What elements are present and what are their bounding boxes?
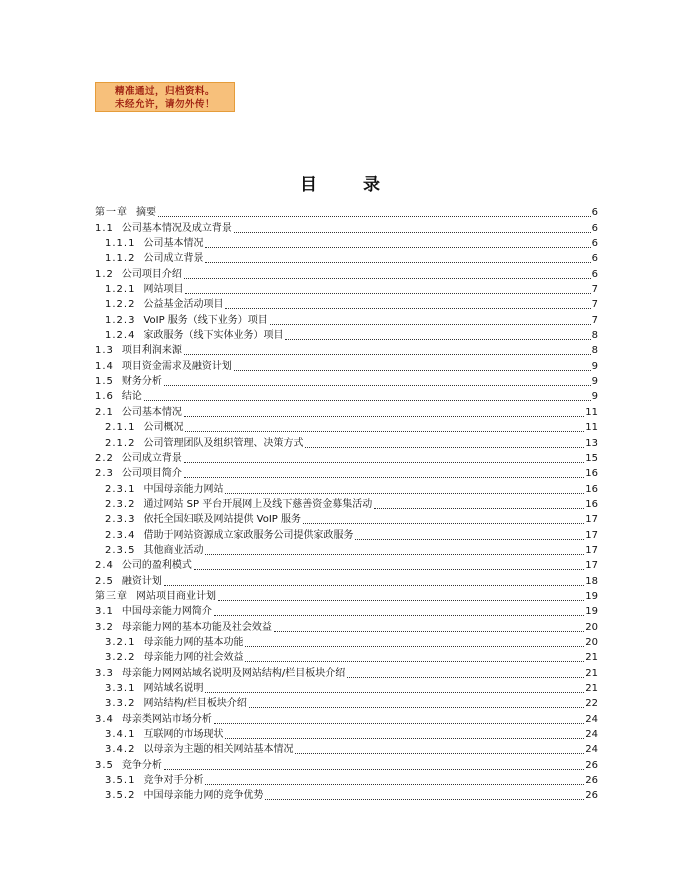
toc-entry-title: 以母亲为主题的相关网站基本情况 — [143, 744, 294, 756]
toc-entry-number: 2.1.1 — [105, 422, 136, 434]
toc-leader-dots — [205, 261, 590, 263]
toc-entry-page: 21 — [585, 652, 598, 664]
toc-entry-title: 中国母亲能力网的竞争优势 — [143, 790, 264, 802]
toc-entry[interactable] — [95, 281, 598, 296]
toc-leader-dots — [347, 676, 584, 678]
toc-entry-number: 1.6 — [95, 391, 114, 403]
toc-entry[interactable] — [95, 542, 598, 557]
toc-entry-number: 3.2.1 — [105, 636, 136, 648]
toc-entry-number: 1.1.2 — [105, 253, 136, 265]
toc-entry-number: 3.2 — [95, 621, 114, 633]
toc-entry[interactable] — [95, 664, 598, 679]
toc-entry-page: 15 — [585, 452, 598, 464]
toc-leader-dots — [295, 752, 584, 754]
toc-entry-number: 2.1.2 — [105, 437, 136, 449]
toc-entry-number: 1.3 — [95, 345, 114, 357]
toc-title: 目 录 — [300, 175, 400, 195]
toc-entry-number: 1.2.4 — [105, 330, 136, 342]
toc-leader-dots — [164, 584, 584, 586]
toc-leader-dots — [184, 461, 584, 463]
toc-entry-number: 3.2.2 — [105, 652, 136, 664]
toc-leader-dots — [225, 492, 584, 494]
toc-leader-dots — [374, 507, 584, 509]
toc-entry-number: 3.3.2 — [105, 698, 136, 710]
toc-leader-dots — [205, 691, 584, 693]
toc-entry-page: 20 — [585, 636, 598, 648]
toc-entry-title: 其他商业活动 — [143, 544, 204, 556]
toc-entry-page: 6 — [591, 207, 598, 219]
toc-entry[interactable] — [95, 419, 598, 434]
toc-entry-number: 3.4 — [95, 713, 114, 725]
toc-entry-title: 融资计划 — [121, 575, 162, 587]
stamp-line-2: 未经允许，请勿外传！ — [114, 99, 215, 110]
toc-entry-title: 公益基金活动项目 — [143, 299, 224, 311]
toc-entry-number: 2.3.2 — [105, 498, 136, 510]
archive-stamp — [95, 82, 235, 112]
toc-entry-title: 公司基本情况及成立背景 — [121, 222, 232, 234]
toc-entry-page: 16 — [585, 498, 598, 510]
toc-entry-title: 竞争分析 — [121, 759, 162, 771]
toc-entry-title: 竞争对手分析 — [143, 775, 204, 787]
toc-entry-title: VoIP 服务（线下业务）项目 — [143, 314, 268, 326]
toc-entry[interactable] — [95, 373, 598, 388]
toc-entry[interactable] — [95, 204, 598, 219]
toc-entry[interactable] — [95, 741, 598, 756]
toc-entry[interactable] — [95, 526, 598, 541]
toc-entry-page: 7 — [591, 284, 598, 296]
toc-entry-page: 17 — [585, 514, 598, 526]
toc-entry-title: 公司基本情况 — [143, 238, 204, 250]
toc-leader-dots — [274, 630, 584, 632]
toc-entry[interactable] — [95, 726, 598, 741]
toc-entry-page: 11 — [585, 406, 598, 418]
toc-entry-title: 互联网的市场现状 — [143, 729, 224, 741]
toc-entry-page: 18 — [585, 575, 598, 587]
toc-leader-dots — [245, 645, 584, 647]
toc-entry[interactable] — [95, 465, 598, 480]
toc-entry-page: 17 — [585, 560, 598, 572]
toc-entry[interactable] — [95, 572, 598, 587]
toc-entry[interactable] — [95, 235, 598, 250]
toc-entry-title: 项目资金需求及融资计划 — [121, 360, 232, 372]
toc-entry-title: 网站域名说明 — [143, 683, 204, 694]
toc-leader-dots — [218, 599, 584, 601]
toc-leader-dots — [245, 660, 584, 662]
toc-leader-dots — [234, 369, 591, 371]
toc-leader-dots — [144, 399, 591, 401]
toc-entry-title: 公司成立背景 — [143, 253, 204, 265]
toc-entry-number: 2.3 — [95, 468, 114, 480]
toc-leader-dots — [185, 430, 584, 432]
toc-entry-page: 8 — [591, 345, 598, 357]
toc-entry-title: 中国母亲能力网简介 — [121, 606, 212, 618]
toc-entry-page: 26 — [585, 790, 598, 802]
toc-entry-title: 通过网站 SP 平台开展网上及线下慈善资金募集活动 — [143, 498, 373, 510]
toc-entry-page: 26 — [585, 759, 598, 771]
toc-leader-dots — [194, 568, 584, 570]
toc-entry[interactable] — [95, 680, 598, 695]
toc-entry[interactable] — [95, 357, 598, 372]
toc-entry-title: 公司概况 — [143, 422, 184, 434]
toc-entry-page: 7 — [591, 314, 598, 326]
toc-entry-title: 财务分析 — [121, 376, 162, 388]
toc-entry[interactable] — [95, 327, 598, 342]
toc-entry-page: 19 — [585, 606, 598, 618]
toc-leader-dots — [164, 384, 591, 386]
toc-entry[interactable] — [95, 511, 598, 526]
toc-entry-title: 公司的盈利模式 — [121, 560, 192, 572]
toc-leader-dots — [158, 215, 591, 217]
toc-entry[interactable] — [95, 695, 598, 710]
toc-leader-dots — [205, 246, 590, 248]
toc-entry[interactable] — [95, 480, 598, 495]
toc-entry[interactable] — [95, 756, 598, 771]
toc-entry-number: 1.4 — [95, 360, 114, 372]
toc-entry[interactable] — [95, 772, 598, 787]
toc-entry-number: 2.3.3 — [105, 514, 136, 526]
toc-entry-number: 1.2 — [95, 268, 114, 280]
toc-entry-page: 6 — [591, 238, 598, 250]
toc-leader-dots — [265, 798, 584, 800]
toc-entry-number: 3.1 — [95, 606, 114, 618]
toc-entry-page: 13 — [585, 437, 598, 449]
toc-entry-number: 1.5 — [95, 376, 114, 388]
toc-entry-title: 网站项目 — [143, 284, 184, 296]
toc-entry-page: 20 — [585, 621, 598, 633]
toc-entry[interactable] — [95, 403, 598, 418]
toc-entry-title: 母亲类网站市场分析 — [121, 713, 212, 725]
toc-entry[interactable] — [95, 603, 598, 618]
toc-entry-title: 网站结构/栏目板块介绍 — [143, 698, 247, 710]
toc-entry-page: 17 — [585, 544, 598, 556]
toc-leader-dots — [270, 323, 591, 325]
toc-entry-title: 网站项目商业计划 — [136, 590, 216, 602]
toc-entry-page: 24 — [585, 713, 598, 725]
toc-leader-dots — [205, 553, 584, 555]
toc-entry-number: 第三章 — [95, 590, 128, 602]
toc-entry-number: 3.3 — [95, 667, 114, 679]
toc-entry-number: 3.5 — [95, 759, 114, 771]
toc-entry-title: 中国母亲能力网站 — [143, 483, 224, 495]
stamp-line-1: 精准通过，归档资料。 — [114, 86, 215, 97]
toc-entry-title: 摘要 — [136, 207, 156, 219]
toc-entry[interactable] — [95, 787, 598, 802]
toc-entry-title: 公司项目介绍 — [121, 268, 182, 280]
toc-leader-dots — [214, 614, 584, 616]
toc-entry-title: 母亲能力网网站域名说明及网站结构/栏目板块介绍 — [121, 667, 346, 679]
toc-entry-page: 21 — [585, 683, 598, 694]
toc-leader-dots — [225, 737, 584, 739]
toc-entry-page: 7 — [591, 299, 598, 311]
toc-leader-dots — [164, 768, 584, 770]
toc-entry-page: 9 — [591, 391, 598, 403]
toc-entry-page: 6 — [591, 253, 598, 265]
toc-entry-page: 22 — [585, 698, 598, 710]
toc-entry-title: 家政服务（线下实体业务）项目 — [143, 330, 284, 342]
toc-entry-number: 2.3.4 — [105, 529, 136, 541]
toc-leader-dots — [205, 783, 584, 785]
toc-leader-dots — [249, 706, 584, 708]
toc-entry-page: 6 — [591, 268, 598, 280]
toc-entry-title: 借助于网站资源成立家政服务公司提供家政服务 — [143, 529, 354, 541]
toc-entry-number: 3.4.2 — [105, 744, 136, 756]
toc-entry-title: 公司项目简介 — [121, 468, 182, 480]
toc-entry-page: 11 — [585, 422, 598, 434]
toc-entry-number: 2.2 — [95, 452, 114, 464]
toc-entry[interactable] — [95, 450, 598, 465]
toc-entry-page: 9 — [591, 376, 598, 388]
toc-entry-page: 26 — [585, 775, 598, 787]
toc-entry-page: 21 — [585, 667, 598, 679]
toc-entry-title: 依托全国妇联及网站提供 VoIP 服务 — [143, 514, 301, 526]
toc-entry[interactable] — [95, 618, 598, 633]
toc-leader-dots — [234, 231, 591, 233]
toc-leader-dots — [285, 338, 590, 340]
toc-entry-title: 结论 — [121, 391, 142, 403]
toc-entry-page: 24 — [585, 729, 598, 741]
toc-entry[interactable] — [95, 342, 598, 357]
toc-entry[interactable] — [95, 265, 598, 280]
toc-leader-dots — [184, 353, 591, 355]
toc-leader-dots — [184, 415, 584, 417]
toc-entry-number: 1.1 — [95, 222, 114, 234]
toc-entry-number: 2.3.5 — [105, 544, 136, 556]
toc-entry-page: 8 — [591, 330, 598, 342]
table-of-contents — [95, 204, 598, 802]
toc-entry-title: 母亲能力网的社会效益 — [143, 652, 244, 664]
toc-entry-title: 公司成立背景 — [121, 452, 182, 464]
toc-entry-number: 1.2.1 — [105, 284, 136, 296]
toc-entry[interactable] — [95, 588, 598, 603]
toc-entry[interactable] — [95, 388, 598, 403]
toc-entry[interactable] — [95, 710, 598, 725]
toc-entry-number: 1.2.3 — [105, 314, 136, 326]
toc-leader-dots — [184, 476, 584, 478]
toc-leader-dots — [305, 446, 584, 448]
toc-entry-page: 6 — [591, 222, 598, 234]
toc-entry-number: 2.5 — [95, 575, 114, 587]
toc-entry[interactable] — [95, 557, 598, 572]
toc-leader-dots — [185, 292, 590, 294]
toc-entry[interactable] — [95, 311, 598, 326]
toc-entry-number: 3.3.1 — [105, 683, 136, 694]
toc-entry-page: 19 — [585, 590, 598, 602]
toc-entry-number: 3.4.1 — [105, 729, 136, 741]
toc-entry-title: 母亲能力网的基本功能 — [143, 636, 244, 648]
toc-entry-title: 公司基本情况 — [121, 406, 182, 418]
toc-entry-page: 16 — [585, 483, 598, 495]
toc-entry-number: 2.4 — [95, 560, 114, 572]
toc-leader-dots — [303, 522, 584, 524]
toc-entry-page: 9 — [591, 360, 598, 372]
toc-entry[interactable] — [95, 434, 598, 449]
toc-entry-number: 3.5.2 — [105, 790, 136, 802]
toc-entry[interactable] — [95, 649, 598, 664]
toc-leader-dots — [184, 277, 591, 279]
toc-entry-number: 第一章 — [95, 207, 128, 219]
toc-entry[interactable] — [95, 250, 598, 265]
toc-leader-dots — [355, 538, 584, 540]
toc-entry[interactable] — [95, 219, 598, 234]
toc-entry[interactable] — [95, 296, 598, 311]
toc-entry-number: 2.1 — [95, 406, 114, 418]
toc-entry-page: 24 — [585, 744, 598, 756]
toc-entry-title: 公司管理团队及组织管理、决策方式 — [143, 437, 304, 449]
toc-entry-page: 17 — [585, 529, 598, 541]
toc-entry-page: 16 — [585, 468, 598, 480]
toc-entry-number: 3.5.1 — [105, 775, 136, 787]
toc-entry[interactable] — [95, 496, 598, 511]
toc-leader-dots — [214, 722, 584, 724]
toc-leader-dots — [225, 307, 590, 309]
toc-entry[interactable] — [95, 634, 598, 649]
toc-entry-title: 项目利润来源 — [121, 345, 182, 357]
toc-entry-number: 1.1.1 — [105, 238, 136, 250]
toc-entry-number: 1.2.2 — [105, 299, 136, 311]
toc-entry-number: 2.3.1 — [105, 483, 136, 495]
toc-entry-title: 母亲能力网的基本功能及社会效益 — [121, 621, 272, 633]
